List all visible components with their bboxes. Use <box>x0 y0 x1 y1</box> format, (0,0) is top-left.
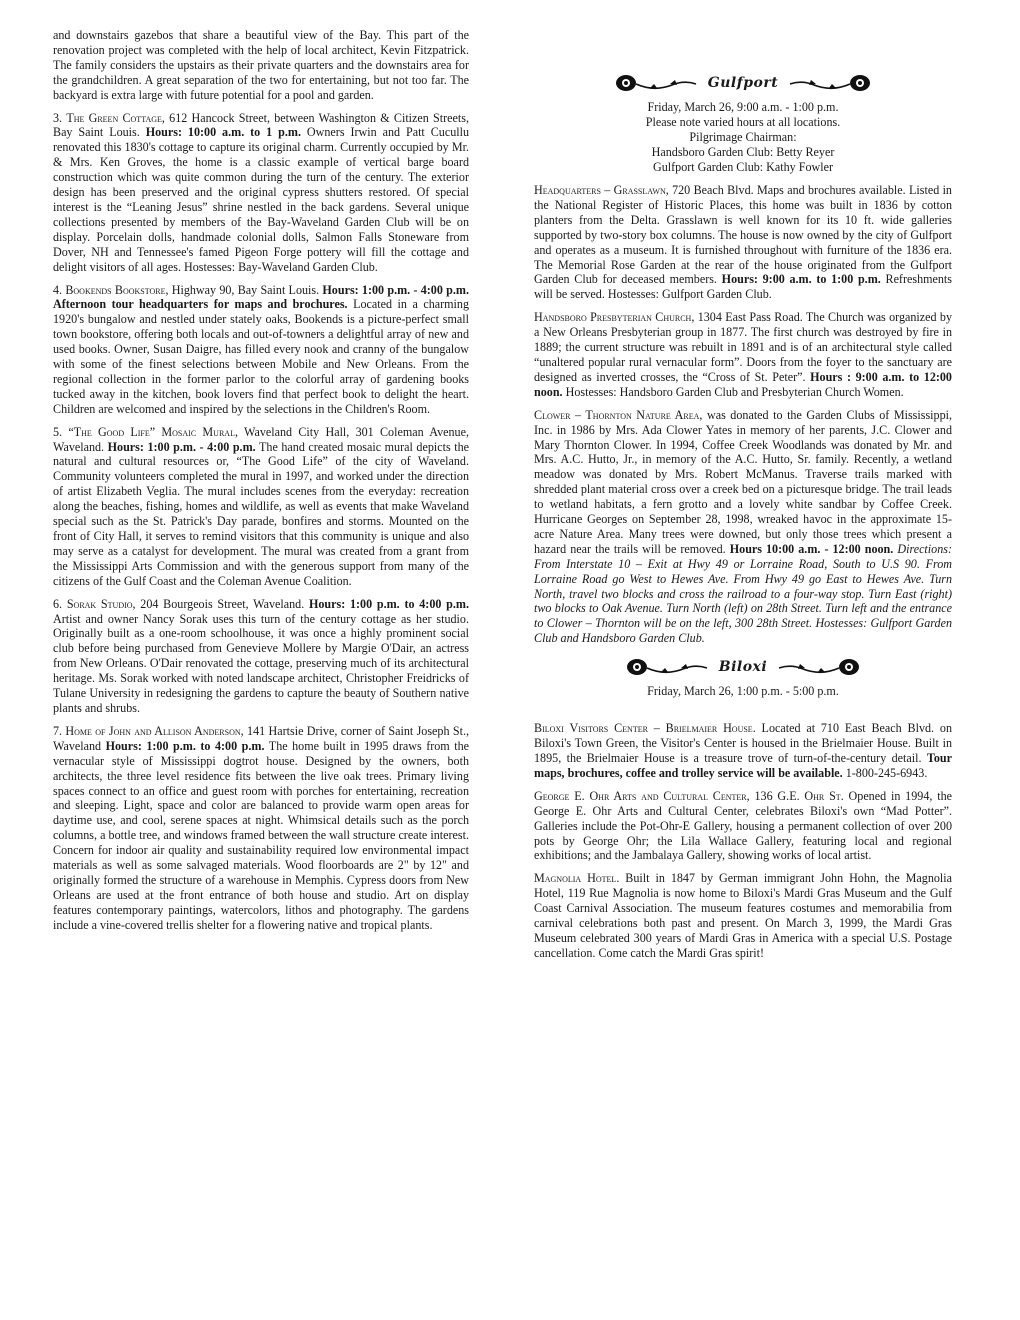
entry-biloxi-visitors-center: Biloxi Visitors Center – Brielmaier House. Located at 710 East Beach Blvd. on Biloxi's Town Green, the Visitor's Center is housed in the Brielmaier House. Built in 1895, the Brielmaier House is a treasure trove of turn-of-the-century detail. Tour maps, brochures, coffee and trolley service will be available. 1-800-245-6943. <box>534 721 952 780</box>
entry-green-cottage: 3. The Green Cottage, 612 Hancock Street, between Washington & Citizen Streets, Bay Saint Louis. Hours: 10:00 a.m. to 1 p.m. Owners Irwin and Patt Cucullu renovated this 1830's cottage to capture its original charm. Currently occupied by Mr. & Mrs. Ken Groves, the home is a classic example of vertical barge board construction which was quite common during the turn of the century. The exterior design has been preserved and the original cypress shutters restored. Of special interest is the “Leaning Jesus” shrine nestled in the back gardens. Several unique collections presented by members of the Bay-Waveland Garden Club will be on display. Porcelain dolls, handmade colonial dolls, Salmon Falls Stoneware from Dover, NH and Tennessee's famed Pigeon Forge pottery will fill the cottage and delight visitors of all ages. Hostesses: Bay-Waveland Garden Club. <box>53 110 470 274</box>
entry-grasslawn: Headquarters – Grasslawn, 720 Beach Blvd. Maps and brochures available. Listed in the National Register of Historic Places, this home was built in 1836 by cotton planters from the Delta. Grasslawn is well known for its 10 ft. wide galleries supported by two-story box columns. The house is now owned by the city of Gulfport and operates as a museum. It is furnished throughout with furniture of the 1836 era. The Memorial Rose Garden at the rear of the house originated from the Gulfport Garden Club for deceased members. Hours: 9:00 a.m. to 1:00 p.m. Refreshments will be served. Hostesses: Gulfport Garden Club. <box>534 183 952 302</box>
entry-hours: Hours: 1:00 p.m. to 4:00 p.m. <box>105 738 265 753</box>
entry-name: The Green Cottage <box>66 110 162 125</box>
chairman-label: Pilgrimage Chairman: <box>689 130 797 144</box>
biloxi-banner <box>534 654 952 680</box>
entry-hours: Hours : 9:00 a.m. to 12:00 noon. <box>534 369 952 399</box>
rose-ornament-right-icon <box>777 656 861 678</box>
entry-highlight: Tour maps, brochures, coffee and trolley service will be available. <box>534 751 952 780</box>
entry-clower-thornton: Clower – Thornton Nature Area, was donated to the Garden Clubs of Mississippi, Inc. in 1986 by Mrs. Ada Clower Yates in memory of her parents, J.C. Clower and Mary Thornton Clower. In 1994, Coffee Creek Woodlands was donated by Mr. and Mrs. A.C. Hutto, Jr., in memory of the A.C. Hutto, Sr. family. Recently, a wetland meadow was donated by Mrs. Robert McManus. Traverse trails marked with shredded plant material cross over a creek bed on a picturesque bridge. The trail leads to wetland habitats, a fern grotto and a lovely white sandbar by Coffee Creek. Hurricane Georges on September 28, 1998, wreaked havoc in the approximate 15-acre Nature Area. Many trees were downed, but only those trees which present a hazard near the trails will be removed. Hours 10:00 a.m. - 12:00 noon. Directions: From Interstate 10 – Exit at Hwy 49 or Lorraine Road, South to U.S 90. From Lorraine Road go West to Hewes Ave. From Hwy 49 go East to Hewes Ave. Turn North, travel two blocks and cross the railroad to a four-way stop. Turn East (right) two blocks to Oak Avenue. Turn North (left) on 28th Street. Turn left and the entrance to Clower – Thornton will be on the left, 300 28th Street. Hostesses: Gulfport Garden Club and Handsboro Garden Club. <box>534 407 953 646</box>
entry-name: Headquarters – Grasslawn <box>534 183 666 197</box>
rose-ornament-left-icon <box>625 656 709 678</box>
biloxi-date: Friday, March 26, 1:00 p.m. - 5:00 p.m. <box>647 684 839 699</box>
entry-magnolia-hotel: Magnolia Hotel. Built in 1847 by German immigrant John Hohn, the Magnolia Hotel, 119 Rue Magnolia is now home to Biloxi's Mardi Gras Museum and the Gulf Coast Carnival Association. The museum features costumes and memorabilia from carnival celebrations both past and present. On March 3, 1999, the Mardi Gras Museum celebrated 300 years of Mardi Gras in America with a special U.S. Postage cancellation. Come catch the Mardi Gras spirit! <box>534 871 953 960</box>
rose-ornament-left-icon <box>614 72 698 94</box>
entry-ohr-center: George E. Ohr Arts and Cultural Center, 136 G.E. Ohr St. Opened in 1994, the George E. Ohr Arts and Cultural Center, celebrates Biloxi's own “Mad Potter”. Galleries include the Pot-Ohr-E Gallery, housing a permanent collection of over 200 pots by George Ohr; the Lila Wallace Gallery, featuring local and regional exhibitions; and the Jambalaya Gallery, showing works of local artist. <box>534 788 952 863</box>
entry-name: Biloxi Visitors Center – Brielmaier House <box>534 721 753 736</box>
entry-good-life-mural: 5. “The Good Life” Mosaic Mural, Waveland City Hall, 301 Coleman Avenue, Waveland. Hours: 1:00 p.m. - 4:00 p.m. The hand created mosaic mural depicts the natural and cultural resources or, “The Good Life” of the city of Waveland. Community volunteers completed the mural in 1997, and worked under the direction of artist Elizabeth Veglia. The mural includes scenes from the everyday: recreation along the beaches, fishing, homes and wildlife, as well as events that make Waveland special such as the St. Patrick's Day parade, bonfires and storms. Mounted on the front of City Hall, it serves to remind visitors that this community is unique and also may serve as a catalyst for development. The mural was created from a grant from the Mississippi Arts Commission and with the generous support from many of the citizens of the Gulf Coast and the Coleman Avenue Coalition. <box>53 424 469 588</box>
entry-name: George E. Ohr Arts and Cultural Center, 136 G.E. Ohr St. <box>534 788 844 803</box>
entry-hours: Hours: 1:00 p.m. - 4:00 p.m. Afternoon tour headquarters for maps and brochures. <box>53 282 470 312</box>
entry-name: Handsboro Presbyterian Church <box>534 310 692 325</box>
intro-paragraph: and downstairs gazebos that share a beautiful view of the Bay. This part of the renovation project was completed with the help of local architect, Kevin Fitzpatrick. The family considers the upstairs as their private quarters and the downstairs area for the grandchildren. A great separation of the two for entertaining, but not too far. The backyard is extra large with future potential for a pool and garden. <box>53 28 469 102</box>
entry-sorak-studio: 6. Sorak Studio, 204 Bourgeois Street, Waveland. Hours: 1:00 p.m. to 4:00 p.m. Artist and owner Nancy Sorak uses this turn of the century cottage as her studio. Originally built as a one-room schoolhouse, it was once a highly prominent social club before being purchased from Genevieve Mollere by Margie O'Dair, an actress from New Orleans. O'Dair renovated the cottage, preserving much of its architectural heritage. Ms. Sorak worked with noted landscape architect, Christopher Freidricks of Tulane University in redesigning the gardens to capture the beauty of Southern native plants and shrubs. <box>53 596 469 715</box>
chairman-handsboro: Handsboro Garden Club: Betty Reyer <box>651 145 835 159</box>
right-column <box>534 28 952 969</box>
entry-name: Sorak Studio <box>66 596 133 611</box>
entry-bookends-bookstore: 4. Bookends Bookstore, Highway 90, Bay Saint Louis. Hours: 1:00 p.m. - 4:00 p.m. Afternoon tour headquarters for maps and brochures. Located in a charming 1920's bungalow and nestled under stately oaks, Bookends is a picture-perfect small town bookstore, offering both locals and out-of-towners a delightful array of new and used books. Owner, Susan Daigre, has filled every nook and cranny of the bungalow with some of the finest selections between Mobile and New Orleans. From the regional collection in the former parlor to the colorful array of gardening books tucked away in the kitchen, book lovers find that perfect book to delight the heart. Children are welcomed and inspired by the selections in the Children's Room. <box>53 282 470 416</box>
left-column <box>53 28 469 941</box>
biloxi-title: Biloxi <box>718 658 768 675</box>
entry-hours: Hours: 1:00 p.m. to 4:00 p.m. <box>308 596 469 611</box>
entry-anderson-home: 7. Home of John and Allison Anderson, 141 Hartsie Drive, corner of Saint Joseph St., Waveland Hours: 1:00 p.m. to 4:00 p.m. The home built in 1995 draws from the vernacular style of Mississippi dogtrot house. Designed by the owners, both architects, the three level residence fits between the live oak trees. Primary living spaces connect to an office and guest room with porches for entertaining, recreation and sleeping. Light, space and color are balanced to provide warm open areas for daytime use, and cool, serene spaces at night. Whimsical details such as the porch columns, a bottle tree, and windows framed between the wall structure create interest. Concern for indoor air quality and sustainability required low environmental impact materials as well as some salvaged materials. Wood floorboards are 2" by 12" and originally formed the structure of a warehouse in Memphis. Cypress doors from New Orleans are used at the front entrance of both house and studio. Art on display features contemporary paintings, watercolors, lithos and photography. The gardens include a vine-covered trellis shelter for a flowering native and tropical plants. <box>53 723 469 932</box>
gulfport-date: Friday, March 26, 9:00 a.m. - 1:00 p.m. <box>647 100 839 114</box>
entry-name: Clower – Thornton Nature Area <box>534 407 700 422</box>
gulfport-banner <box>534 70 952 96</box>
entry-hours: Hours: 1:00 p.m. - 4:00 p.m. <box>107 439 256 454</box>
entry-name: The Good Life” Mosaic Mural <box>73 424 235 439</box>
rose-ornament-right-icon <box>788 72 872 94</box>
entry-name: Home of John and Allison Anderson <box>65 723 241 738</box>
entry-hours: Hours: 10:00 a.m. to 1 p.m. <box>145 125 301 140</box>
entry-name: Bookends Bookstore <box>65 282 166 297</box>
biloxi-info <box>534 684 952 699</box>
gulfport-title: Gulfport <box>707 74 779 91</box>
entry-hours: Hours 10:00 a.m. - 12:00 noon. <box>729 541 894 556</box>
entry-handsboro-church: Handsboro Presbyterian Church, 1304 East Pass Road. The Church was organized by a New Orleans Presbyterian group in 1877. The first church was destroyed by fire in 1889; the current structure was rebuilt in 1891 and is of an architectural style called “unaltered popular rural vernacular form”. Doors from the foyer to the sanctuary are designed as inverted crosses, the “Cross of St. Peter”. Hours : 9:00 a.m. to 12:00 noon. Hostesses: Handsboro Garden Club and Presbyterian Church Women. <box>534 310 952 399</box>
directions-text: Directions: From Interstate 10 – Exit at Hwy 49 or Lorraine Road, South to U.S 90. From Lorraine Road go West to Hewes Ave. From Hwy 49 go East to Hewes Ave. Turn North, travel two blocks and cross the railroad to a four-way stop. Turn East (right) two blocks to Oak Avenue. Turn North (left) on 28th Street. Turn left and the entrance to Clower – Thornton will be on the left, 300 28th Street. Hostesses: Gulfport Garden Club and Handsboro Garden Club. <box>534 541 952 646</box>
gulfport-info <box>534 100 952 175</box>
chairman-gulfport: Gulfport Garden Club: Kathy Fowler <box>652 160 834 174</box>
entry-hours: Hours: 9:00 a.m. to 1:00 p.m. <box>721 272 881 287</box>
gulfport-note: Please note varied hours at all locations. <box>645 115 841 129</box>
entry-name: Magnolia Hotel <box>534 871 617 886</box>
